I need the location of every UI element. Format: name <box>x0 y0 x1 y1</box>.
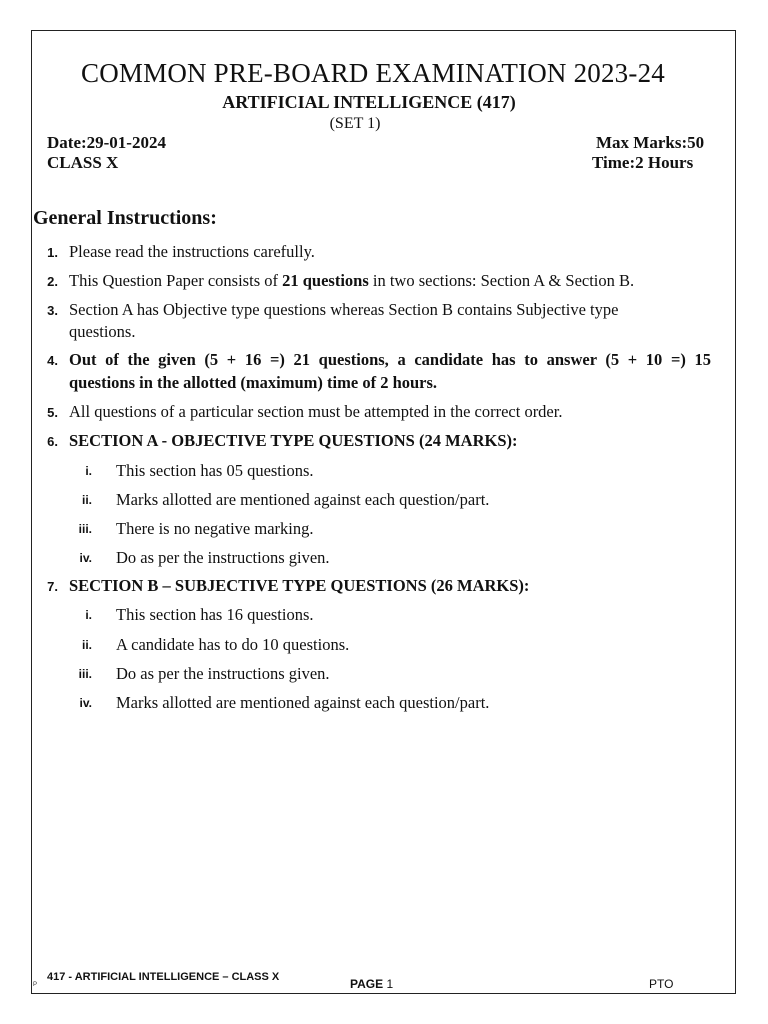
item-text: All questions of a particular section must be attempted in the correct order. <box>69 402 563 421</box>
subitem-text: Marks allotted are mentioned against each question/part. <box>116 490 490 509</box>
subitem-number: iv. <box>79 551 92 565</box>
item-number: 2. <box>47 274 58 289</box>
item-text <box>69 270 711 292</box>
item-text-emphasis: 21 questions <box>282 271 369 290</box>
item-text: SECTION A - OBJECTIVE TYPE QUESTIONS (24 MARKS): <box>69 431 518 450</box>
item-number: 5. <box>47 405 58 420</box>
class-label: CLASS X <box>47 153 119 172</box>
item-text: Please read the instructions carefully. <box>69 242 315 261</box>
subitem-number: iii. <box>78 522 92 536</box>
subject-title: ARTIFICIAL INTELLIGENCE (417) <box>222 92 516 112</box>
general-instructions-heading: General Instructions: <box>33 207 217 229</box>
subitem-text: Do as per the instructions given. <box>116 548 330 567</box>
subitem-number: ii. <box>81 493 92 507</box>
page-label: PAGE <box>350 977 384 991</box>
item-number: 1. <box>47 245 58 260</box>
item-text-line-2: questions in the allotted (maximum) time of 2 hours. <box>69 373 438 392</box>
subitem-number: i. <box>85 464 92 478</box>
item-number: 3. <box>47 303 58 318</box>
item-number: 7. <box>47 579 58 594</box>
footer-mark: P <box>33 982 38 988</box>
subitem-number: i. <box>85 608 92 622</box>
subitem-text: This section has 05 questions. <box>116 461 314 480</box>
exam-duration: Time:2 Hours <box>592 153 694 172</box>
max-marks: Max Marks:50 <box>596 133 705 152</box>
footer-pto: PTO <box>649 977 674 991</box>
exam-date: Date:29-01-2024 <box>47 133 166 152</box>
exam-title: COMMON PRE-BOARD EXAMINATION 2023-24 <box>81 58 665 88</box>
subitem-text: A candidate has to do 10 questions. <box>116 635 350 654</box>
page-number: 1 <box>386 977 394 991</box>
footer-subject-line: 417 - ARTIFICIAL INTELLIGENCE – CLASS X <box>47 971 280 983</box>
item-text-part: in two sections: Section A & Section B. <box>368 271 635 290</box>
subitem-text: Do as per the instructions given. <box>116 664 330 683</box>
item-text-line-1: Out of the given (5 + 16 =) 21 questions, a candidate has to answer (5 + 10 =) 15 <box>69 350 711 369</box>
item-text: Section A has Objective type questions whereas Section B contains Subjective type questions. <box>69 300 619 341</box>
subitem-number: iii. <box>78 667 92 681</box>
set-label: (SET 1) <box>329 115 381 132</box>
item-number: 4. <box>47 353 58 368</box>
subitem-number: ii. <box>81 638 92 652</box>
item-number: 6. <box>47 434 58 449</box>
subitem-text: Marks allotted are mentioned against each question/part. <box>116 693 490 712</box>
subitem-number: iv. <box>79 696 92 710</box>
footer-page-number <box>350 977 393 991</box>
item-text-part: This Question Paper consists of <box>69 271 283 290</box>
subitem-text: This section has 16 questions. <box>116 605 314 624</box>
subitem-text: There is no negative marking. <box>116 519 314 538</box>
item-text: SECTION B – SUBJECTIVE TYPE QUESTIONS (26 MARKS): <box>69 576 530 595</box>
